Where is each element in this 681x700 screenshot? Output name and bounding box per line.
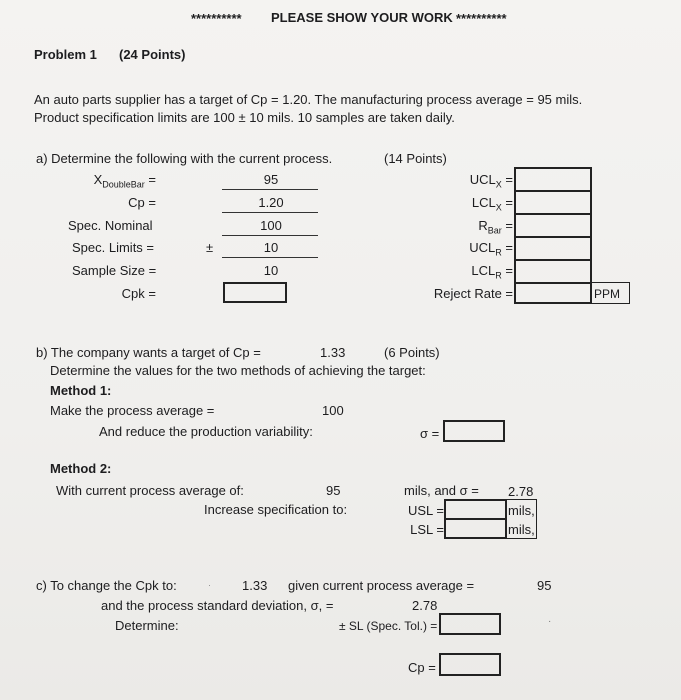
problem-label: Problem 1: [34, 47, 97, 62]
sl-answer-box[interactable]: [439, 613, 501, 635]
value-cp: 1.20: [258, 195, 284, 210]
method2-mils-sigma: mils, and σ =: [404, 483, 479, 498]
value-spec-nominal: 100: [260, 218, 282, 233]
usl-answer-box[interactable]: [444, 499, 507, 520]
label-lcl-r: $LCL_R$ =: [471, 263, 513, 281]
header-stars-left: **********: [191, 11, 242, 26]
method2-line1: With current process average of:: [56, 483, 244, 498]
cp-answer-box[interactable]: [439, 653, 501, 676]
ucl-r-answer-box[interactable]: [514, 236, 592, 261]
header-stars-right: **********: [456, 11, 507, 26]
method2-title: Method 2:: [50, 461, 112, 476]
part-c-cp-label: Cp =: [408, 660, 436, 675]
part-a-points: (14 Points): [384, 151, 447, 166]
part-b-determine: Determine the values for the two methods of achieving the target:: [50, 363, 426, 378]
method2-sigma-value: 2.78: [508, 484, 534, 499]
r-bar-answer-box[interactable]: [514, 213, 592, 238]
part-c-given: given current process average =: [288, 578, 475, 593]
method1-line2: And reduce the production variability:: [99, 424, 313, 439]
label-cp: Cp =: [128, 195, 156, 210]
method1-line1: Make the process average =: [50, 403, 215, 418]
usl-label: USL =: [407, 503, 444, 518]
label-xdoublebar: $X_{DoubleBar}$ =: [93, 172, 156, 190]
stray-mark: ·: [548, 616, 552, 627]
method1-average: 100: [322, 403, 344, 418]
ucl-x-answer-box[interactable]: [514, 167, 592, 192]
ppm-label: PPM: [594, 287, 621, 301]
value-underline: [222, 189, 318, 190]
part-c-determine: Determine:: [115, 618, 179, 633]
stray-mark: ·: [208, 580, 211, 590]
lsl-answer-box[interactable]: [444, 518, 507, 539]
value-underline: [222, 235, 318, 236]
lcl-r-answer-box[interactable]: [514, 259, 592, 284]
part-b-cp-target: 1.33: [320, 345, 346, 360]
part-c-line1: c) To change the Cpk to:: [36, 578, 177, 593]
label-r-bar: $R_{Bar}$ =: [478, 218, 513, 236]
label-lcl-x: $LCL_X$ =: [471, 195, 513, 213]
part-c-sl-label: ± SL (Spec. Tol.) =: [339, 619, 438, 633]
problem-statement-line1: An auto parts supplier has a target of Cp = 1.20. The manufacturing process average = 95 mils.: [34, 92, 583, 107]
label-spec-limits: Spec. Limits =: [72, 240, 155, 255]
value-underline: [222, 212, 318, 213]
reject-rate-answer-box[interactable]: [514, 282, 592, 304]
label-spec-nominal: Spec. Nominal: [68, 218, 153, 233]
value-spec-limits: 10: [263, 240, 279, 255]
usl-mils-label: mils,: [508, 503, 535, 518]
cpk-answer-box[interactable]: [223, 282, 287, 303]
label-cpk: Cpk =: [121, 286, 156, 301]
method1-sigma-label: σ =: [420, 426, 440, 441]
part-a-heading: a) Determine the following with the current process.: [36, 151, 333, 166]
lsl-label: LSL =: [410, 522, 444, 537]
lsl-mils-label: mils,: [508, 522, 535, 537]
part-c-line2: and the process standard deviation, σ, =: [101, 598, 334, 613]
value-underline: [222, 257, 318, 258]
part-c-average: 95: [537, 578, 552, 593]
method2-average: 95: [326, 483, 341, 498]
value-sample-size: 10: [263, 263, 279, 278]
method1-sigma-answer-box[interactable]: [443, 420, 505, 442]
label-reject-rate: Reject Rate =: [433, 286, 513, 301]
label-ucl-r: $UCL_R$ =: [469, 240, 513, 258]
part-b-points: (6 Points): [384, 345, 440, 360]
part-c-cpk-target: 1.33: [242, 578, 268, 593]
label-ucl-x: $UCL_X$ =: [469, 172, 513, 190]
plus-minus-symbol: ±: [206, 240, 214, 255]
lcl-x-answer-box[interactable]: [514, 190, 592, 215]
problem-statement-line2: Product specification limits are 100 ± 10 mils. 10 samples are taken daily.: [34, 110, 455, 125]
problem-points: (24 Points): [119, 47, 186, 62]
method2-line2: Increase specification to:: [204, 502, 348, 517]
value-xdoublebar: 95: [263, 172, 279, 187]
part-b-heading: b) The company wants a target of Cp =: [36, 345, 261, 360]
method1-title: Method 1:: [50, 383, 112, 398]
header-title: PLEASE SHOW YOUR WORK: [271, 10, 453, 25]
part-c-sigma: 2.78: [412, 598, 438, 613]
label-sample-size: Sample Size =: [72, 263, 157, 278]
